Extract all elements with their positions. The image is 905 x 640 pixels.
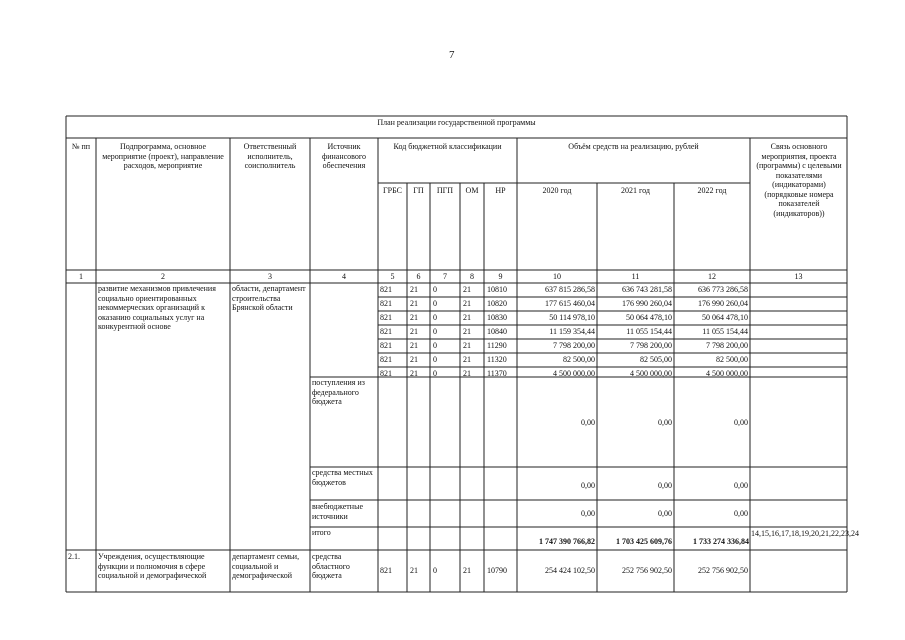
total-2022: 1 733 274 336,84 [693, 537, 749, 546]
total-2020: 1 747 390 766,82 [539, 537, 595, 546]
header-volume: Объём средств на реализацию, рублей [568, 142, 699, 151]
code-cell-nr: 10820 [487, 299, 507, 308]
row-21-2020: 254 424 102,50 [545, 566, 595, 575]
code-cell-pgp: 0 [433, 299, 437, 308]
col-number: 4 [342, 272, 346, 281]
header-link: Связь основного мероприятия, проекта (программы) с целевыми показателями (индикаторами) (порядковые номера показателей (индикаторов)) [756, 142, 842, 218]
col-number: 13 [794, 272, 803, 281]
code-cell-om: 21 [463, 299, 471, 308]
code-cell-y2020: 4 500 000,00 [553, 369, 595, 378]
source-label-federal: поступления из федерального бюджета [312, 378, 365, 406]
page-number: 7 [449, 49, 455, 61]
federal-2021: 0,00 [658, 418, 672, 427]
header-grbs: ГРБС [383, 186, 402, 195]
header-2020: 2020 год [542, 186, 572, 195]
header-om: ОМ [465, 186, 479, 195]
code-cell-y2022: 82 500,00 [716, 355, 748, 364]
code-cell-grbs: 821 [380, 327, 392, 336]
header-subprogram: Подпрограмма, основное мероприятие (проект), направление расходов, мероприятие [102, 142, 224, 170]
code-cell-nr: 10810 [487, 285, 507, 294]
code-cell-y2021: 82 505,00 [640, 355, 672, 364]
federal-2020: 0,00 [581, 418, 595, 427]
code-cell-grbs: 821 [380, 355, 392, 364]
code-cell-y2020: 11 159 354,44 [549, 327, 595, 336]
code-cell-grbs: 821 [380, 341, 392, 350]
code-cell-nr: 11290 [487, 341, 507, 350]
row-21-nr: 10790 [487, 566, 507, 575]
code-cell-pgp: 0 [433, 313, 437, 322]
header-gp: ГП [413, 186, 424, 195]
table-title: План реализации государственной программы [377, 118, 536, 127]
code-cell-pgp: 0 [433, 369, 437, 378]
code-cell-nr: 10830 [487, 313, 507, 322]
local-2020: 0,00 [581, 481, 595, 490]
col-number: 9 [498, 272, 503, 281]
col-number: 10 [553, 272, 561, 281]
local-2022: 0,00 [734, 481, 748, 490]
row-21-subprogram: Учреждения, осуществляющие функции и полномочия в сфере социальной и демографической [98, 552, 207, 580]
code-cell-y2020: 82 500,00 [563, 355, 595, 364]
col-number: 6 [416, 272, 421, 281]
code-cell-pgp: 0 [433, 341, 437, 350]
code-cell-om: 21 [463, 341, 471, 350]
code-cell-y2022: 176 990 260,04 [698, 299, 748, 308]
code-cell-y2022: 636 773 286,58 [698, 285, 748, 294]
code-cell-gp: 21 [410, 299, 418, 308]
code-cell-y2021: 50 064 478,10 [626, 313, 672, 322]
code-cell-nr: 11370 [487, 369, 507, 378]
total-indicators: 14,15,16,17,18,19,20,21,22,23,24 [751, 529, 859, 538]
code-cell-gp: 21 [410, 285, 418, 294]
code-cell-y2021: 11 055 154,44 [626, 327, 672, 336]
extrabudget-2020: 0,00 [581, 509, 595, 518]
col-number: 1 [79, 272, 83, 281]
code-cell-y2020: 177 615 460,04 [545, 299, 595, 308]
code-cell-grbs: 821 [380, 369, 392, 378]
code-cell-y2020: 637 815 286,58 [545, 285, 595, 294]
code-cell-pgp: 0 [433, 327, 437, 336]
extrabudget-2021: 0,00 [658, 509, 672, 518]
code-cell-nr: 10840 [487, 327, 507, 336]
code-cell-y2021: 4 500 000,00 [630, 369, 672, 378]
code-cell-gp: 21 [410, 313, 418, 322]
col-number: 2 [161, 272, 165, 281]
header-pgp: ПГП [436, 186, 454, 195]
subprogram-text: развитие механизмов привлечения социально ориентированных некоммерческих организаций к оказанию социальных услуг на конкурентной основе [98, 284, 216, 331]
responsible-text: области, департамент строительства Брянской области [232, 284, 306, 312]
header-nr: НР [495, 186, 506, 195]
col-number: 8 [470, 272, 474, 281]
code-cell-y2022: 7 798 200,00 [706, 341, 748, 350]
code-cell-gp: 21 [410, 369, 418, 378]
code-cell-y2020: 7 798 200,00 [553, 341, 595, 350]
code-cell-om: 21 [463, 355, 471, 364]
code-cell-om: 21 [463, 313, 471, 322]
code-cell-y2021: 176 990 260,04 [622, 299, 672, 308]
row-21-source: средства областного бюджета [312, 552, 350, 580]
total-label: итого [312, 528, 331, 537]
col-number: 7 [443, 272, 447, 281]
header-2022: 2022 год [697, 186, 727, 195]
code-cell-grbs: 821 [380, 285, 392, 294]
row-21-grbs: 821 [380, 566, 392, 575]
row-21-2021: 252 756 902,50 [622, 566, 672, 575]
header-bk-code: Код бюджетной классификации [393, 142, 502, 151]
row-21-pgp: 0 [433, 566, 437, 575]
row-21-number: 2.1. [68, 552, 80, 561]
code-cell-y2021: 7 798 200,00 [630, 341, 672, 350]
col-number: 5 [390, 272, 395, 281]
source-label-extrabudget: внебюджетные источники [312, 502, 363, 521]
code-cell-y2020: 50 114 978,10 [549, 313, 595, 322]
extrabudget-2022: 0,00 [734, 509, 748, 518]
code-cell-om: 21 [463, 327, 471, 336]
col-number: 12 [708, 272, 716, 281]
code-cell-y2022: 50 064 478,10 [702, 313, 748, 322]
code-cell-nr: 11320 [487, 355, 507, 364]
code-cell-gp: 21 [410, 355, 418, 364]
col-number: 3 [268, 272, 272, 281]
code-cell-y2021: 636 743 281,58 [622, 285, 672, 294]
row-21-2022: 252 756 902,50 [698, 566, 748, 575]
row-21-om: 21 [463, 566, 471, 575]
header-responsible: Ответственный исполнитель, соисполнитель [243, 142, 297, 170]
code-cell-om: 21 [463, 285, 471, 294]
code-cell-om: 21 [463, 369, 471, 378]
code-cell-grbs: 821 [380, 299, 392, 308]
local-2021: 0,00 [658, 481, 672, 490]
row-21-responsible: департамент семьи, социальной и демографической [232, 552, 300, 580]
code-cell-gp: 21 [410, 341, 418, 350]
row-21-gp: 21 [410, 566, 418, 575]
code-cell-y2022: 11 055 154,44 [702, 327, 748, 336]
source-label-local: средства местных бюджетов [312, 468, 373, 487]
header-source: Источник финансового обеспечения [322, 142, 366, 170]
header-num: № пп [71, 142, 91, 151]
code-cell-y2022: 4 500 000,00 [706, 369, 748, 378]
federal-2022: 0,00 [734, 418, 748, 427]
total-2021: 1 703 425 609,76 [616, 537, 672, 546]
code-cell-pgp: 0 [433, 355, 437, 364]
header-2021: 2021 год [621, 186, 650, 195]
code-cell-gp: 21 [410, 327, 418, 336]
col-number: 11 [631, 272, 640, 281]
code-cell-pgp: 0 [433, 285, 437, 294]
code-cell-grbs: 821 [380, 313, 392, 322]
